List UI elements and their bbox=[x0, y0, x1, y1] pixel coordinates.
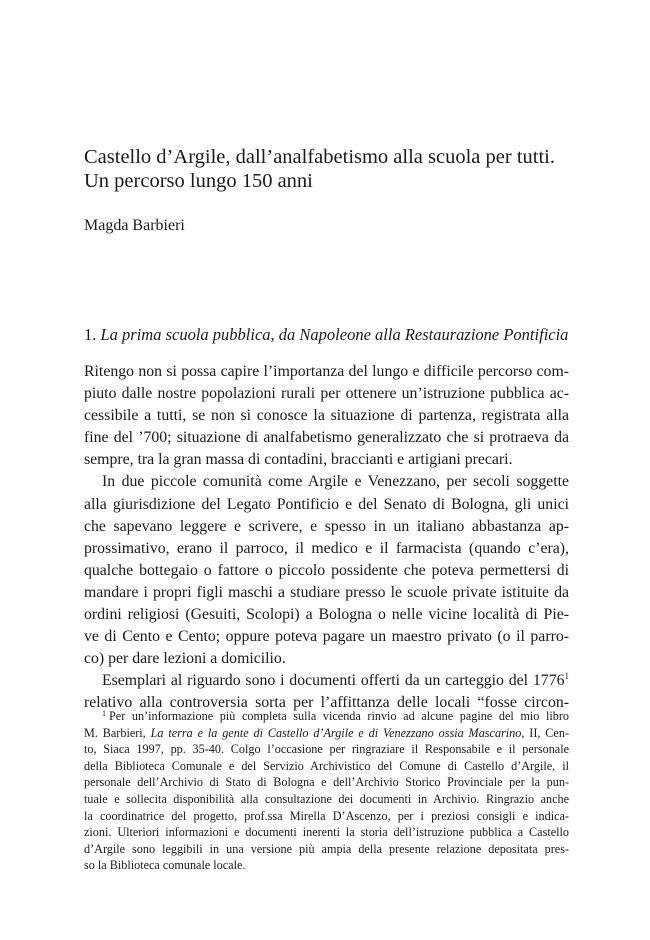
footnote-line: zioni. Ulteriori informazioni e documenti inerenti la storia dell’istruzione pubblica a Castello bbox=[84, 825, 569, 840]
body-line: co) per dare lezioni a domicilio. bbox=[84, 650, 286, 668]
body-line: In due piccole comunità come Argile e Venezzano, per secoli soggette bbox=[102, 473, 569, 491]
chapter-title-line-2: Un percorso lungo 150 anni bbox=[84, 170, 313, 192]
author-name: Magda Barbieri bbox=[84, 217, 185, 234]
footnote-reference[interactable]: 1 bbox=[564, 671, 569, 682]
section-title: La prima scuola pubblica, da Napoleone alla Restaurazione Pontificia bbox=[100, 325, 569, 344]
footnote-marker: 1 bbox=[102, 709, 106, 718]
footnote-line: d’Argile sono leggibili in una versione più ampia della presente relazione depositata pres- bbox=[84, 841, 569, 856]
footnote-line: personale dell’Archivio di Stato di Bologna e dell’Archivio Storico Provinciale per la pun- bbox=[84, 775, 569, 790]
footnote-line bbox=[84, 725, 569, 742]
chapter-title bbox=[84, 145, 569, 193]
footnote-text: Per un’informazione più completa sulla vicenda rinvio ad alcune pagine del mio libro bbox=[109, 709, 569, 723]
body-line-with-footnote-ref bbox=[84, 670, 569, 692]
body-line: alla giurisdizione del Legato Pontificio e del Senato di Bologna, gli unici bbox=[84, 495, 569, 513]
footnote-line: so la Biblioteca comunale locale. bbox=[84, 858, 246, 873]
body-line: mandare i propri figli maschi a studiare presso le scuole private istituite da bbox=[84, 583, 569, 601]
footnote-line: la coordinatrice del progetto, prof.ssa Mirella D’Ascenzo, per i preziosi consigli e indica- bbox=[84, 808, 569, 823]
footnote-line: tuale e sollecita disponibilità alla consultazione dei documenti in Archivio. Ringrazio anche bbox=[84, 791, 569, 806]
body-line-text: Esemplari al riguardo sono i documenti offerti da un carteggio del 1776 bbox=[102, 672, 565, 690]
body-line: che sapevano leggere e scrivere, e spesso in un italiano abbastanza ap- bbox=[84, 517, 569, 535]
body-line: cessibile a tutti, se non si conosce la situazione di partenza, registrata alla bbox=[84, 407, 569, 425]
document-page bbox=[84, 0, 569, 940]
body-line: ve di Cento e Cento; oppure poteva pagare un maestro privato (o il parro- bbox=[84, 628, 569, 646]
body-line: fine del ’700; situazione di analfabetismo generalizzato che si protraeva da bbox=[84, 429, 569, 447]
footnote-text: II, Cen- bbox=[524, 725, 569, 740]
body-line: sempre, tra la gran massa di contadini, braccianti e artigiani precari. bbox=[84, 451, 513, 469]
footnote-line bbox=[84, 708, 569, 725]
body-text bbox=[84, 361, 569, 715]
chapter-title-line-1: Castello d’Argile, dall’analfabetismo alla scuola per tutti. bbox=[84, 146, 555, 168]
footnote-line: to, Siaca 1997, pp. 35-40. Colgo l’occasione per ringraziare il Responsabile e il personale bbox=[84, 742, 569, 757]
body-line: Ritengo non si possa capire l’importanza del lungo e difficile percorso com- bbox=[84, 363, 569, 380]
body-line: qualche bottegaio o fattore o piccolo possidente che poteva permettersi di bbox=[84, 561, 569, 579]
body-line: ordini religiosi (Gesuiti, Scolopi) a Bologna o nelle vicine località di Pie- bbox=[84, 606, 569, 624]
footnotes bbox=[84, 708, 569, 874]
footnote-text: M. Barbieri, bbox=[84, 725, 151, 740]
section-heading bbox=[84, 325, 569, 345]
body-line: relativo alla controversia sorta per l’affittanza delle locali “fosse circon- bbox=[84, 694, 569, 712]
body-line: prossimativo, erano il parroco, il medico e il farmacista (quando c’era), bbox=[84, 539, 569, 557]
body-line: piuto dalle nostre popolazioni rurali per ottenere un’istruzione pubblica ac- bbox=[84, 385, 569, 403]
section-number: 1. bbox=[84, 325, 97, 344]
footnote-line: della Biblioteca Comunale e del Servizio Archivistico del Comune di Castello d’Argile, il bbox=[84, 758, 569, 773]
footnote-book-title: La terra e la gente di Castello d’Argile e di Venezzano ossia Mascarino, bbox=[150, 725, 525, 740]
